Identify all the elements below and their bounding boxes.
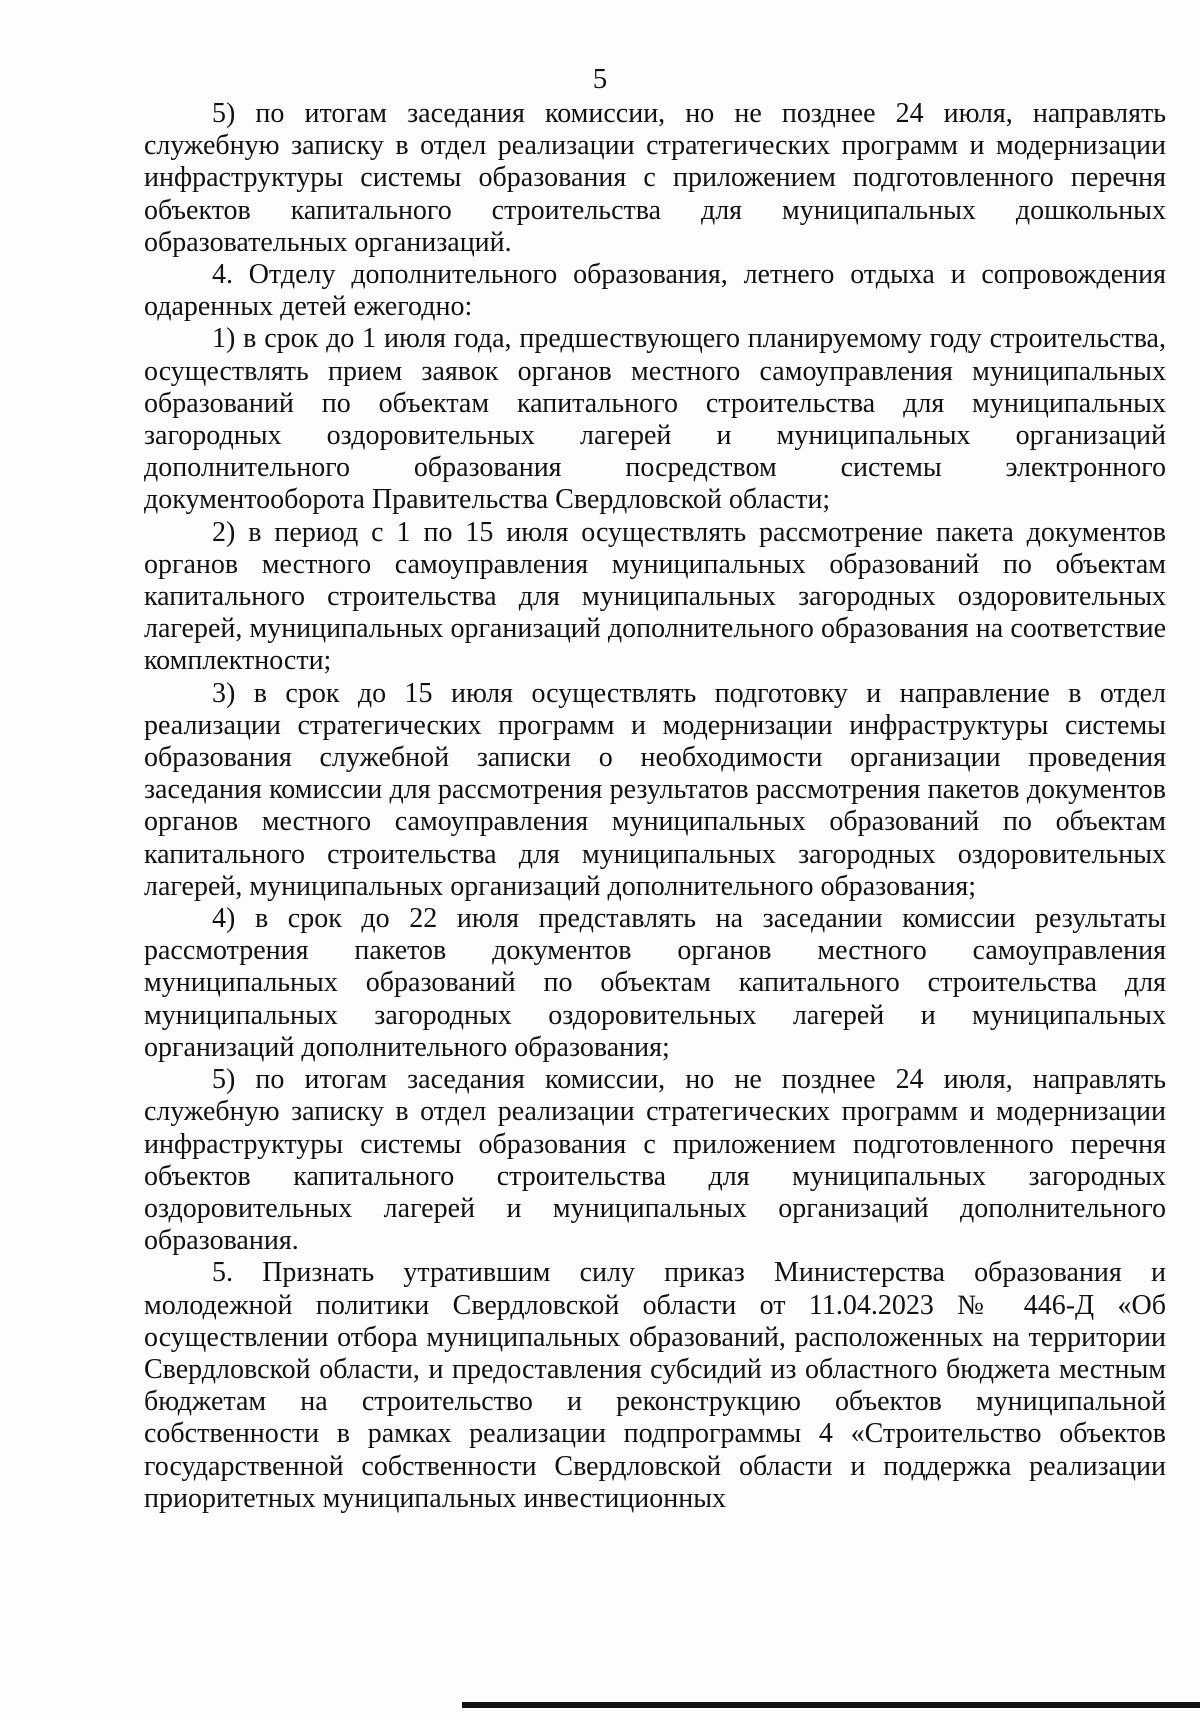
paragraph-2: 4. Отделу дополнительного образования, летнего отдыха и сопровождения одаренных детей ежегодно: [144, 259, 1166, 323]
paragraph-1: 5) по итогам заседания комиссии, но не позднее 24 июля, направлять служебную записку в отдел реализации стратегических программ и модернизации инфраструктуры системы образования с приложением подготовленного перечня объектов капитального строительства для муниципальных дошкольных образовательных организаций. [144, 98, 1166, 258]
page-number: 5 [592, 63, 608, 95]
paragraph-7: 5) по итогам заседания комиссии, но не позднее 24 июля, направлять служебную записку в отдел реализации стратегических программ и модернизации инфраструктуры системы образования с приложением подготовленного перечня объектов капитального строительства для муниципальных загородных оздоровительных лагерей и муниципальных организаций дополнительного образования. [144, 1064, 1166, 1257]
bottom-edge-rule [462, 1702, 1200, 1708]
paragraph-4: 2) в период с 1 по 15 июля осуществлять рассмотрение пакета документов органов местного самоуправления муниципальных образований по объектам капитального строительства для муниципальных загородных оздоровительных лагерей, муниципальных организаций дополнительного образования на соответствие комплектности; [144, 516, 1166, 677]
document-body [144, 98, 1166, 1515]
paragraph-6: 4) в срок до 22 июля представлять на заседании комиссии результаты рассмотрения пакетов документов органов местного самоуправления муниципальных образований по объектам капитального строительства для муниципальных загородных оздоровительных лагерей и муниципальных организаций дополнительного образования; [144, 903, 1166, 1063]
paragraph-5: 3) в срок до 15 июля осуществлять подготовку и направление в отдел реализации стратегических программ и модернизации инфраструктуры системы образования служебной записки о необходимости организации проведения заседания комиссии для рассмотрения результатов рассмотрения пакетов документов органов местного самоуправления муниципальных образований по объектам капитального строительства для муниципальных загородных оздоровительных лагерей, муниципальных организаций дополнительного образования; [144, 677, 1166, 902]
paragraph-8: 5. Признать утратившим силу приказ Министерства образования и молодежной политики Свердловской области от 11.04.2023 № 446-Д «Об осуществлении отбора муниципальных образований, расположенных на территории Свердловской области, и предоставления субсидий из областного бюджета местным бюджетам на строительство и реконструкцию объектов муниципальной собственности в рамках реализации подпрограммы 4 «Строительство объектов государственной собственности Свердловской области и поддержка реализации приоритетных муниципальных инвестиционных [144, 1257, 1166, 1514]
paragraph-3: 1) в срок до 1 июля года, предшествующего планируемому году строительства, осуществлять прием заявок органов местного самоуправления муниципальных образований по объектам капитального строительства для муниципальных загородных оздоровительных лагерей и муниципальных организаций дополнительного образования посредством системы электронного документооборота Правительства Свердловской области; [144, 323, 1166, 516]
